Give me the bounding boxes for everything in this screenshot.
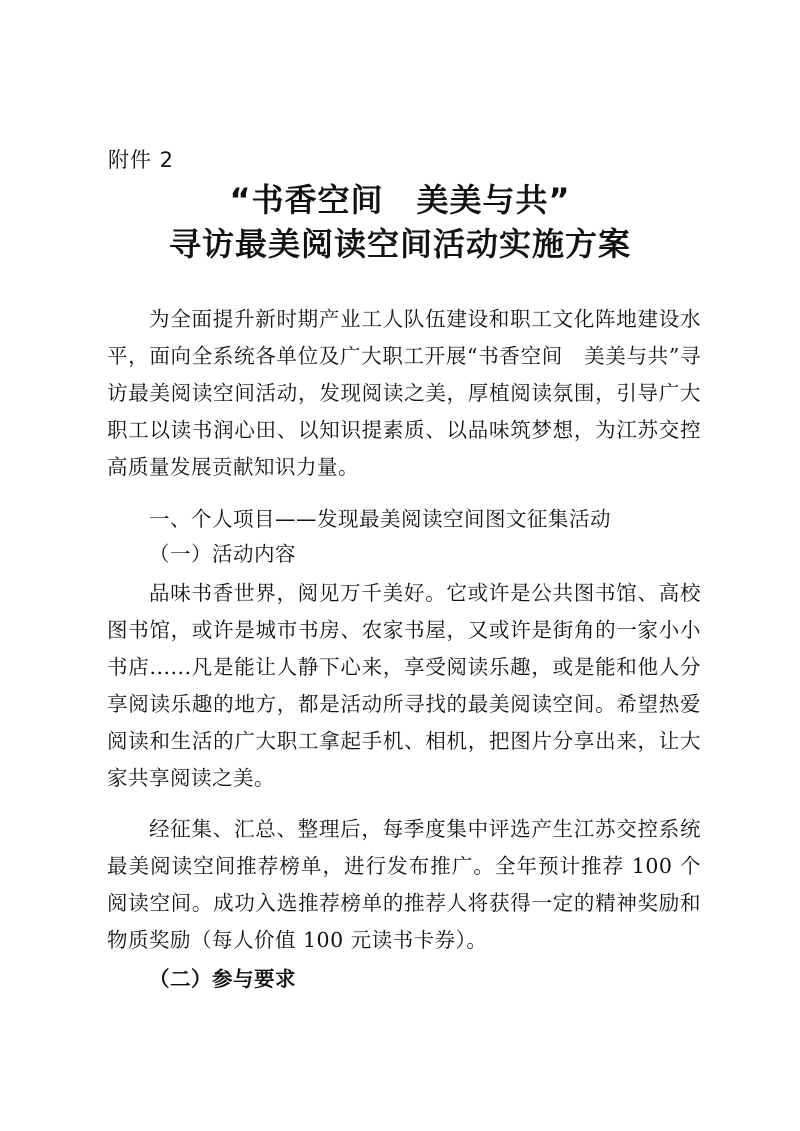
attachment-label: 附件 2 [108, 148, 175, 172]
subsection-1-heading: （一）活动内容 [149, 542, 296, 566]
content-paragraph-2-block [107, 811, 701, 959]
document-title-line-2: 寻访最美阅读空间活动实施方案 [168, 225, 631, 263]
content-paragraph-1: 品味书香世界，阅见万千美好。它或许是公共图书馆、高校图书馆，或许是城市书房、农家书屋，又或许是街角的一家小小书店......凡是能让人静下心来，享受阅读乐趣，或是能和他人分享阅读乐趣的地方，都是活动所寻找的最美阅读空间。希望热爱阅读和生活的广大职工拿起手机、相机，把图片分享出来，让大家共享阅读之美。 [107, 581, 701, 790]
subsection-2-heading: （二）参与要求 [149, 967, 296, 991]
content-paragraph-2: 经征集、汇总、整理后，每季度集中评选产生江苏交控系统最美阅读空间推荐榜单，进行发布推广。全年预计推荐 100 个阅读空间。成功入选推荐榜单的推荐人将获得一定的精神奖励和物质奖励（每人价值 100 元读书卡券）。 [107, 817, 701, 952]
document-title-line-1: “书香空间 美美与共” [229, 181, 571, 219]
intro-paragraph-block [107, 301, 701, 486]
content-paragraph-1-block [107, 575, 701, 797]
intro-paragraph: 为全面提升新时期产业工人队伍建设和职工文化阵地建设水平，面向全系统各单位及广大职工开展“书香空间 美美与共”寻访最美阅读空间活动，发现阅读之美，厚植阅读氛围，引导广大职工以读书润心田、以知识提素质、以品味筑梦想，为江苏交控高质量发展贡献知识力量。 [107, 307, 701, 479]
section-1-heading: 一、个人项目——发现最美阅读空间图文征集活动 [149, 507, 611, 531]
